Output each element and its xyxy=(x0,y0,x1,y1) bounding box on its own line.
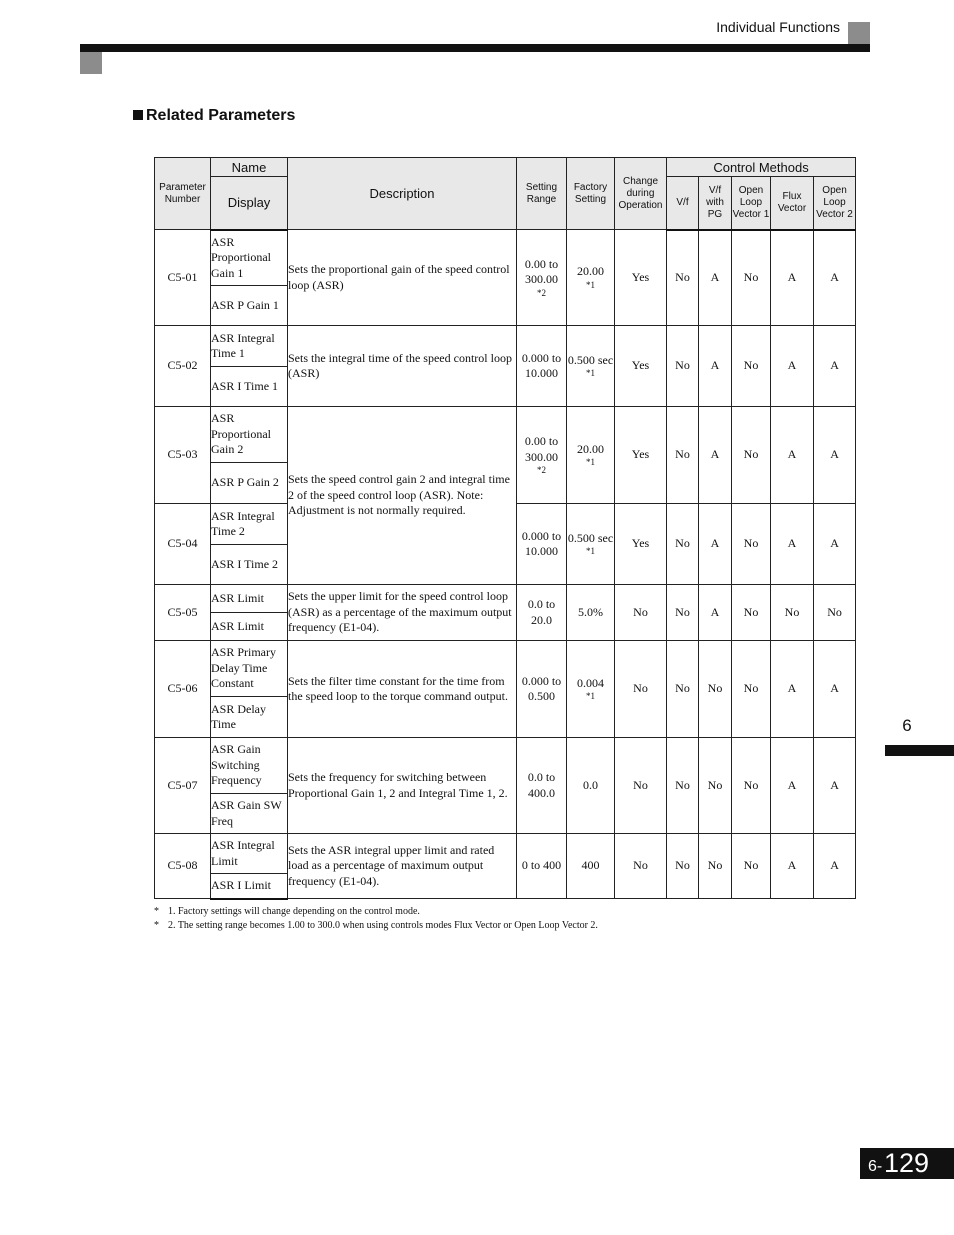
factory-setting: 400 xyxy=(567,834,615,899)
method-flux: No xyxy=(771,585,814,641)
method-flux: A xyxy=(771,230,814,326)
change-during-operation: Yes xyxy=(615,504,667,585)
method-vf-pg: No xyxy=(699,834,732,899)
header-display: Display xyxy=(211,177,288,230)
method-flux: A xyxy=(771,407,814,504)
method-olv1: No xyxy=(732,230,771,326)
header-name: Name xyxy=(211,158,288,177)
header-open-loop-vector-1: Open Loop Vector 1 xyxy=(732,177,771,230)
param-display: ASR Gain SW Freq xyxy=(211,794,288,834)
factory-setting: 5.0% xyxy=(567,585,615,641)
change-during-operation: Yes xyxy=(615,230,667,326)
param-number: C5-06 xyxy=(155,641,211,738)
header-square-decoration xyxy=(848,22,870,44)
setting-range: 0.000 to 10.000 xyxy=(517,326,567,407)
header-control-methods: Control Methods xyxy=(667,158,856,177)
param-number: C5-01 xyxy=(155,230,211,326)
header-factory-setting: Factory Setting xyxy=(567,158,615,230)
chapter-tab-number: 6 xyxy=(902,716,912,735)
change-during-operation: No xyxy=(615,834,667,899)
param-name: ASR Integral Time 1 xyxy=(211,326,288,367)
method-vf-pg: No xyxy=(699,738,732,834)
setting-range: 0.0 to 20.0 xyxy=(517,585,567,641)
header-vf-with-pg: V/f with PG xyxy=(699,177,732,230)
param-display: ASR I Time 2 xyxy=(211,545,288,585)
footnote-ref: *1 xyxy=(586,457,595,468)
param-display: ASR P Gain 1 xyxy=(211,286,288,326)
header-open-loop-vector-2: Open Loop Vector 2 xyxy=(814,177,856,230)
method-vf: No xyxy=(667,326,699,407)
parameters-table xyxy=(154,157,856,900)
method-olv1: No xyxy=(732,585,771,641)
param-number: C5-03 xyxy=(155,407,211,504)
factory-setting-cell xyxy=(567,326,615,407)
change-during-operation: No xyxy=(615,641,667,738)
method-olv1: No xyxy=(732,738,771,834)
setting-range: 0.00 to 300.00 xyxy=(524,434,559,464)
param-number: C5-07 xyxy=(155,738,211,834)
header-change-during-operation: Change during Operation xyxy=(615,158,667,230)
param-description: Sets the speed control gain 2 and integral time 2 of the speed control loop (ASR). Note: Adjustment is not normally required. xyxy=(288,407,517,585)
method-olv1: No xyxy=(732,407,771,504)
method-vf-pg: No xyxy=(699,641,732,738)
footnote-ref: *1 xyxy=(586,546,595,557)
chapter-tab-bar xyxy=(885,745,954,756)
header-vf: V/f xyxy=(667,177,699,230)
header-description: Description xyxy=(288,158,517,230)
running-header: Individual Functions xyxy=(716,19,840,35)
footnote-ref: *1 xyxy=(586,691,595,702)
method-olv1: No xyxy=(732,834,771,899)
setting-range: 0.000 to 0.500 xyxy=(517,641,567,738)
footnote-ref: *2 xyxy=(537,287,546,298)
change-during-operation: No xyxy=(615,738,667,834)
method-olv2: A xyxy=(814,641,856,738)
header-parameter-number: Parameter Number xyxy=(155,158,211,230)
method-vf-pg: A xyxy=(699,326,732,407)
method-olv2: No xyxy=(814,585,856,641)
header-square-decoration-left xyxy=(80,52,102,74)
method-flux: A xyxy=(771,738,814,834)
footnote xyxy=(154,919,598,933)
footnote-text: 2. The setting range becomes 1.00 to 300.0 when using controls modes Flux Vector or Open Loop Vector 2. xyxy=(168,920,598,931)
section-heading xyxy=(133,107,295,125)
param-display: ASR Delay Time xyxy=(211,697,288,738)
method-olv2: A xyxy=(814,230,856,326)
header-rule xyxy=(80,44,870,52)
factory-setting-cell xyxy=(567,407,615,504)
factory-setting: 0.004 xyxy=(577,675,604,690)
method-olv2: A xyxy=(814,504,856,585)
param-name: ASR Integral Time 2 xyxy=(211,504,288,545)
table-footnotes xyxy=(154,905,598,933)
method-vf: No xyxy=(667,230,699,326)
method-vf: No xyxy=(667,585,699,641)
method-olv1: No xyxy=(732,504,771,585)
method-olv1: No xyxy=(732,326,771,407)
method-vf-pg: A xyxy=(699,585,732,641)
section-title: Related Parameters xyxy=(146,107,296,124)
footnote-ref: *2 xyxy=(537,465,546,475)
setting-range: 0.000 to 10.000 xyxy=(517,504,567,585)
method-vf-pg: A xyxy=(699,504,732,585)
setting-range-cell xyxy=(517,230,567,326)
change-during-operation: Yes xyxy=(615,407,667,504)
method-vf-pg: A xyxy=(699,230,732,326)
header-setting-range: Setting Range xyxy=(517,158,567,230)
factory-setting: 0.500 sec xyxy=(567,352,614,367)
param-display: ASR I Limit xyxy=(211,874,288,899)
param-description: Sets the integral time of the speed control loop (ASR) xyxy=(288,326,517,407)
setting-range: 0.00 to 300.00 xyxy=(524,256,559,286)
footnote xyxy=(154,905,598,919)
param-description: Sets the frequency for switching between Proportional Gain 1, 2 and Integral Time 1, 2. xyxy=(288,738,517,834)
factory-setting-cell xyxy=(567,504,615,585)
param-number: C5-02 xyxy=(155,326,211,407)
square-bullet-icon xyxy=(133,110,143,120)
footnote-text: 1. Factory settings will change depending on the control mode. xyxy=(168,906,420,917)
change-during-operation: Yes xyxy=(615,326,667,407)
param-description: Sets the proportional gain of the speed control loop (ASR) xyxy=(288,230,517,326)
param-name: ASR Integral Limit xyxy=(211,834,288,874)
setting-range: 0 to 400 xyxy=(517,834,567,899)
param-number: C5-04 xyxy=(155,504,211,585)
factory-setting: 0.500 sec xyxy=(567,530,614,545)
param-number: C5-05 xyxy=(155,585,211,641)
page-number-prefix: 6- xyxy=(868,1158,883,1175)
param-display: ASR I Time 1 xyxy=(211,367,288,407)
method-vf-pg: A xyxy=(699,407,732,504)
factory-setting: 20.00 xyxy=(577,264,604,279)
change-during-operation: No xyxy=(615,585,667,641)
param-display: ASR P Gain 2 xyxy=(211,463,288,504)
method-olv2: A xyxy=(814,407,856,504)
param-name: ASR Limit xyxy=(211,585,288,613)
method-vf: No xyxy=(667,407,699,504)
method-olv2: A xyxy=(814,738,856,834)
param-name: ASR Proportional Gain 2 xyxy=(211,407,288,463)
param-description: Sets the ASR integral upper limit and rated load as a percentage of maximum output frequency (E1-04). xyxy=(288,834,517,899)
param-name: ASR Proportional Gain 1 xyxy=(211,230,288,286)
method-olv2: A xyxy=(814,834,856,899)
method-flux: A xyxy=(771,326,814,407)
factory-setting-cell xyxy=(567,230,615,326)
footnote-mark: * xyxy=(154,906,159,917)
method-olv1: No xyxy=(732,641,771,738)
method-vf: No xyxy=(667,504,699,585)
page-number-box xyxy=(860,1148,954,1179)
footnote-ref: *1 xyxy=(586,279,595,290)
footnote-ref: *1 xyxy=(586,368,595,379)
method-flux: A xyxy=(771,641,814,738)
setting-range-cell xyxy=(517,407,567,504)
setting-range: 0.0 to 400.0 xyxy=(517,738,567,834)
page-number: 129 xyxy=(884,1148,930,1178)
method-flux: A xyxy=(771,834,814,899)
param-name: ASR Primary Delay Time Constant xyxy=(211,641,288,697)
method-vf: No xyxy=(667,641,699,738)
factory-setting-cell xyxy=(567,641,615,738)
header-flux-vector: Flux Vector xyxy=(771,177,814,230)
method-flux: A xyxy=(771,504,814,585)
param-display: ASR Limit xyxy=(211,613,288,641)
footnote-mark: * xyxy=(154,920,159,931)
factory-setting: 20.00 xyxy=(577,441,604,456)
factory-setting: 0.0 xyxy=(567,738,615,834)
param-description: Sets the upper limit for the speed control loop (ASR) as a percentage of the maximum output frequency (E1-04). xyxy=(288,585,517,641)
param-name: ASR Gain Switching Frequency xyxy=(211,738,288,794)
param-description: Sets the filter time constant for the time from the speed loop to the torque command output. xyxy=(288,641,517,738)
method-vf: No xyxy=(667,834,699,899)
param-number: C5-08 xyxy=(155,834,211,899)
method-olv2: A xyxy=(814,326,856,407)
method-vf: No xyxy=(667,738,699,834)
